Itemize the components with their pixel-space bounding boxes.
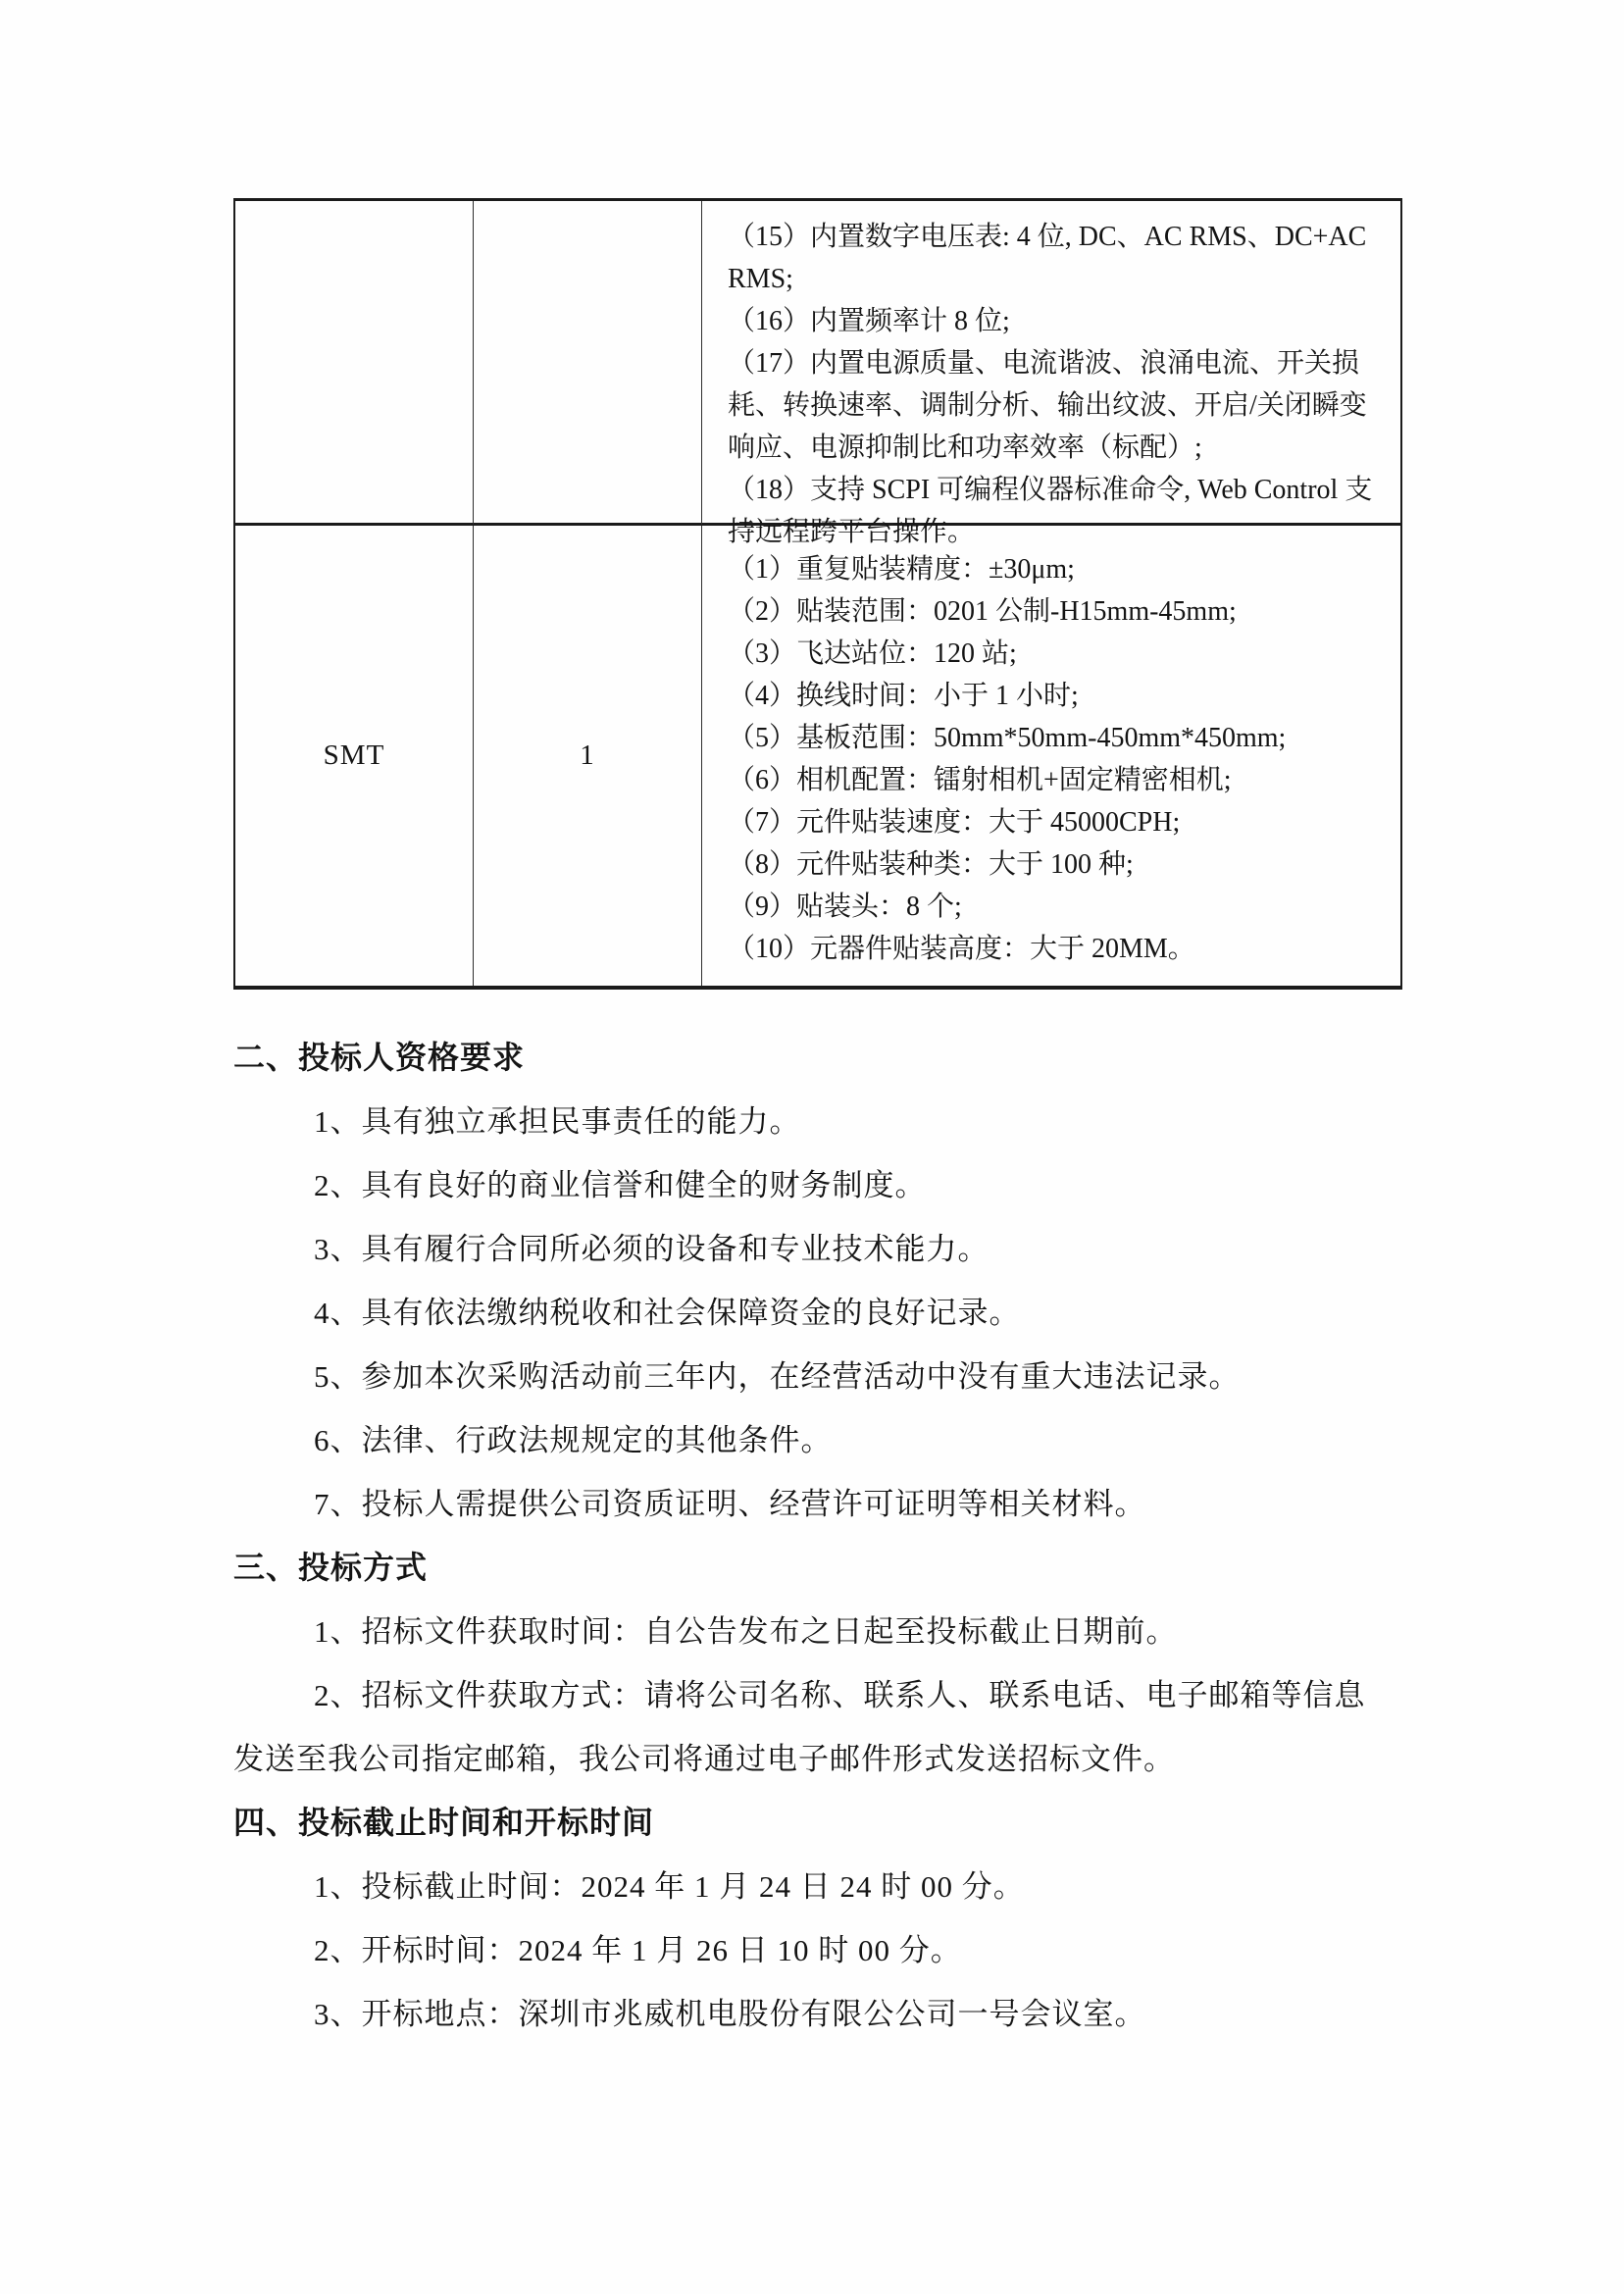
spec-table	[233, 198, 1402, 990]
section-heading-bidding-method: 三、投标方式	[233, 1550, 429, 1585]
spec-line: （2）贴装范围：0201 公制-H15mm-45mm;	[728, 596, 1237, 627]
spec-line: （9）贴装头：8 个;	[728, 892, 962, 922]
spec-line: （5）基板范围：50mm*50mm-450mm*450mm;	[728, 723, 1287, 753]
table-row2-qty-cell: 1	[474, 526, 702, 986]
spec-line: （15）内置数字电压表: 4 位, DC、AC RMS、DC+AC RMS;	[728, 222, 1367, 294]
spec-line: （3）飞达站位：120 站;	[728, 638, 1017, 669]
table-row1-name-cell	[235, 201, 474, 526]
table-row2-name-cell: SMT	[235, 526, 474, 986]
table-row2-specs-cell	[702, 526, 1400, 986]
section-heading-bidder-qualifications: 二、投标人资格要求	[233, 1040, 526, 1075]
spec-line: （1）重复贴装精度：±30μm;	[728, 554, 1075, 585]
spec-line: （6）相机配置：镭射相机+固定精密相机;	[728, 765, 1232, 795]
spec-line: （7）元件贴装速度：大于 45000CPH;	[728, 807, 1181, 838]
table-row1-qty-cell	[474, 201, 702, 526]
spec-line: （4）换线时间：小于 1 小时;	[728, 681, 1079, 711]
section-item: 1、具有独立承担民事责任的能力。	[314, 1104, 801, 1139]
section-item: 2、具有良好的商业信誉和健全的财务制度。	[314, 1168, 927, 1202]
section-heading-deadline-and-opening: 四、投标截止时间和开标时间	[233, 1805, 655, 1840]
document-body	[233, 1026, 1371, 2046]
section-item: 6、法律、行政法规规定的其他条件。	[314, 1423, 833, 1457]
section-item: 3、具有履行合同所必须的设备和专业技术能力。	[314, 1232, 990, 1266]
section-item: 1、投标截止时间：2024 年 1 月 24 日 24 时 00 分。	[314, 1869, 1025, 1904]
section-item: 3、开标地点：深圳市兆威机电股份有限公公司一号会议室。	[314, 1997, 1146, 2031]
table-row1-specs-cell	[702, 201, 1400, 547]
spec-line: （16）内置频率计 8 位;	[728, 306, 1010, 336]
section-item: 5、参加本次采购活动前三年内，在经营活动中没有重大违法记录。	[314, 1359, 1241, 1394]
section-item: 2、招标文件获取方式：请将公司名称、联系人、联系电话、电子邮箱等信息发送至我公司指定邮箱，我公司将通过电子邮件形式发送招标文件。	[233, 1678, 1366, 1776]
section-item: 4、具有依法缴纳税收和社会保障资金的良好记录。	[314, 1296, 1021, 1330]
section-item: 7、投标人需提供公司资质证明、经营许可证明等相关材料。	[314, 1487, 1146, 1521]
section-item: 1、招标文件获取时间：自公告发布之日起至投标截止日期前。	[314, 1614, 1178, 1649]
spec-line: （8）元件贴装种类：大于 100 种;	[728, 849, 1134, 880]
spec-line: （18）支持 SCPI 可编程仪器标准命令, Web Control 支持远程跨平台操作。	[728, 475, 1373, 547]
spec-line: （10）元器件贴装高度：大于 20MM。	[728, 934, 1195, 964]
spec-line: （17）内置电源质量、电流谐波、浪涌电流、开关损耗、转换速率、调制分析、输出纹波、开启/关闭瞬变响应、电源抑制比和功率效率（标配）;	[728, 348, 1367, 463]
section-item: 2、开标时间：2024 年 1 月 26 日 10 时 00 分。	[314, 1933, 962, 1967]
